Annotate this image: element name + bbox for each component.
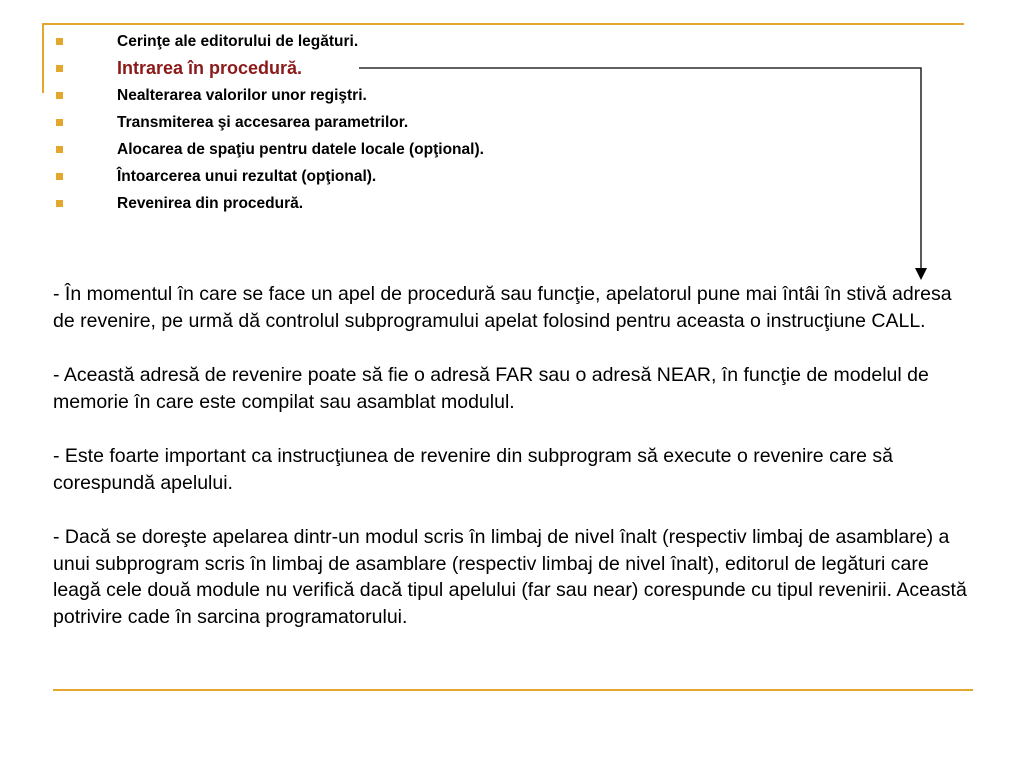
- connector-arrow: [0, 0, 1024, 300]
- paragraph: - Dacă se doreşte apelarea dintr-un modul scris în limbaj de nivel înalt (respectiv limbaj de asamblare) a unui subprogram scris în limbaj de asamblare (respectiv limbaj de nivel înalt), editorul de legături care leagă cele două module nu verifică dacă tipul apelului (far sau near) corespunde cu tipul revenirii. Această potrivire cade în sarcina programatorului.: [53, 526, 967, 628]
- bullet-text: Cerinţe ale editorului de legături.: [117, 33, 359, 50]
- paragraph: - Această adresă de revenire poate să fie o adresă FAR sau o adresă NEAR, în funcţie de modelul de memorie în care este compilat sau asamblat modulul.: [53, 364, 929, 413]
- arrowhead-icon: [915, 268, 927, 280]
- bullet-text: Alocarea de spaţiu pentru datele locale (opţional).: [117, 141, 484, 158]
- bullet-text: Revenirea din procedură.: [117, 195, 304, 212]
- connector-line: [359, 68, 921, 270]
- bullet-text: Transmiterea şi accesarea parametrilor.: [117, 114, 409, 131]
- bottom-divider: [53, 689, 973, 691]
- bullet-text: Intrarea în procedură.: [117, 58, 303, 78]
- bullet-text: Întoarcerea unui rezultat (opţional).: [117, 168, 377, 185]
- bullet-text: Nealterarea valorilor unor regiştri.: [117, 87, 367, 104]
- paragraph: - Este foarte important ca instrucţiunea de revenire din subprogram să execute o revenire care să corespundă apelului.: [53, 445, 894, 494]
- paragraph: - În momentul în care se face un apel de procedură sau funcţie, apelatorul pune mai întâi în stivă adresa de revenire, pe urmă dă controlul subprogramului apelat folosind pentru aceasta o instrucţiune CALL.: [53, 283, 952, 332]
- body-text: [53, 281, 968, 658]
